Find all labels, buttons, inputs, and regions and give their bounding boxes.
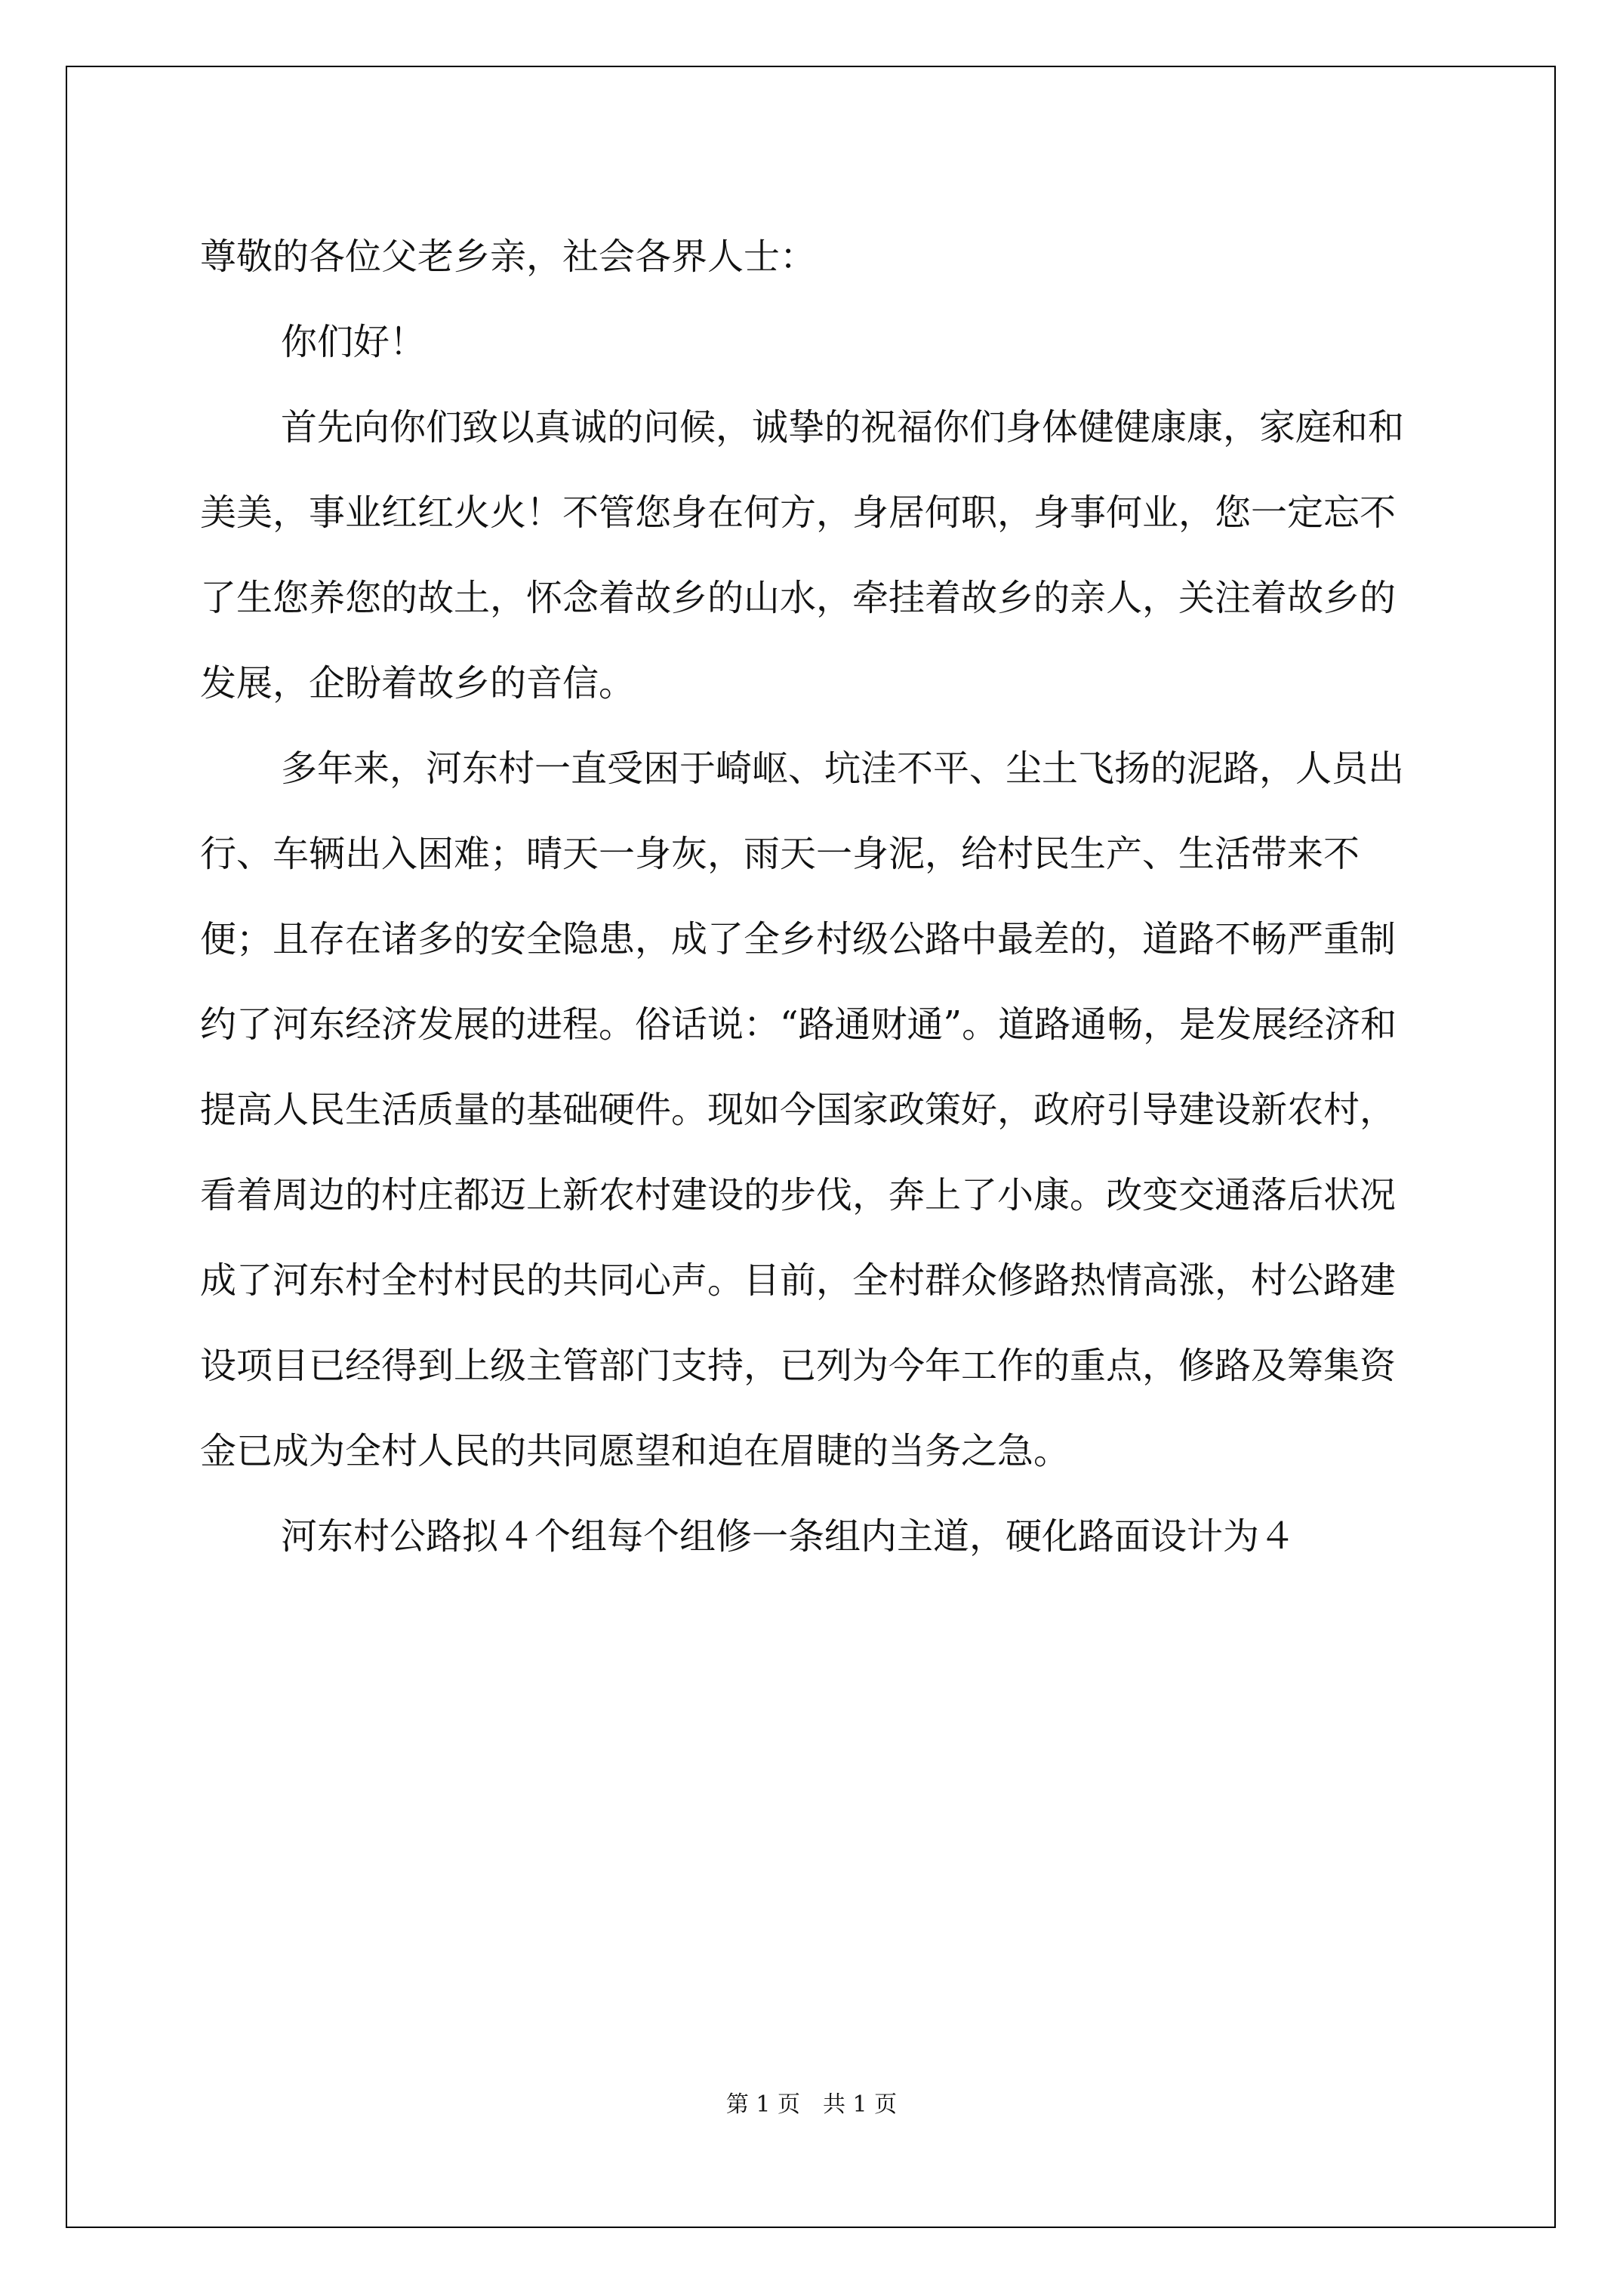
page-footer xyxy=(0,2085,1623,2119)
paragraph: 多年来，河东村一直受困于崎岖、坑洼不平、尘土飞扬的泥路，人员出行、车辆出入困难；晴天一身灰，雨天一身泥，给村民生产、生活带来不便；且存在诸多的安全隐患，成了全乡村级公路中最差的，道路不畅严重制约了河东经济发展的进程。俗话说：“路通财通”。道路通畅，是发展经济和提高人民生活质量的基础硬件。现如今国家政策好，政府引导建设新农村，看着周边的村庄都迈上新农村建设的步伐，奔上了小康。改变交通落后状况成了河东村全村村民的共同心声。目前，全村群众修路热情高涨，村公路建设项目已经得到上级主管部门支持，已列为今年工作的重点，修路及筹集资金已成为全村人民的共同愿望和迫在眉睫的当务之急。 xyxy=(200,747,1405,1472)
document-body xyxy=(200,214,1431,1579)
page-number: 第 1 页 共 1 页 xyxy=(725,2091,898,2118)
paragraph: 首先向你们致以真诚的问候，诚挚的祝福你们身体健健康康，家庭和和美美，事业红红火火！不管您身在何方，身居何职，身事何业，您一定忘不了生您养您的故土，怀念着故乡的山水，牵挂着故乡的亲人，关注着故乡的发展，企盼着故乡的音信。 xyxy=(200,406,1405,704)
salutation: 尊敬的各位父老乡亲，社会各界人士： xyxy=(200,236,817,278)
paragraph: 河东村公路拟４个组每个组修一条组内主道，硬化路面设计为４ xyxy=(281,1515,1296,1558)
greeting: 你们好！ xyxy=(281,321,427,363)
